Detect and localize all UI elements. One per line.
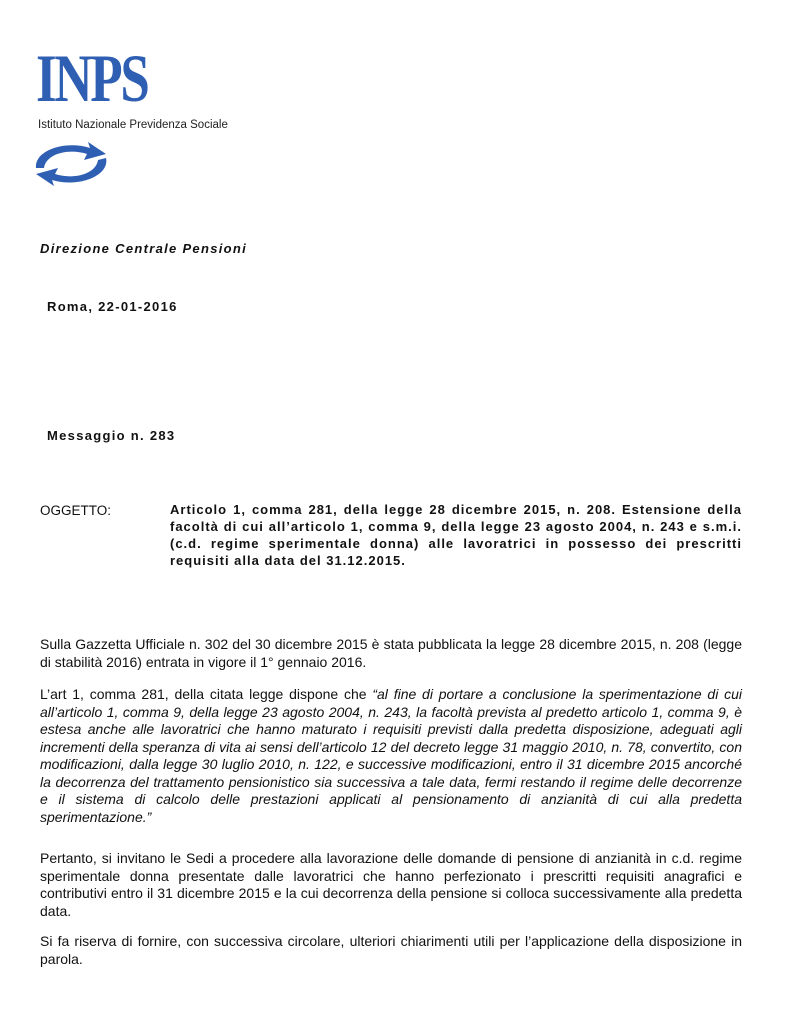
logo-subtitle: Istituto Nazionale Previdenza Sociale bbox=[38, 119, 228, 131]
paragraph-2-quote: “al fine di portare a conclusione la sperimentazione di cui all’articolo 1, comma 9, della legge 23 agosto 2004, n. 243, la facoltà prevista al predetto articolo 1, comma 9, è estesa anche alle lavoratrici che hanno maturato i requisiti previsti dalla predetta disposizione, adeguati agli incrementi della speranza di vita ai sensi dell’articolo 12 del decreto legge 31 maggio 2010, n. 78, convertito, con modificazioni, dalla legge 30 luglio 2010, n. 122, e successive modificazioni, entro il 31 dicembre 2015 ancorché la decorrenza del trattamento pensionistico sia successiva a tale data, fermi restando il regime delle decorrenze e il sistema di calcolo delle prestazioni applicati al pensionamento di anzianità di cui alla predetta sperimentazione.” bbox=[40, 686, 743, 825]
paragraph-1: Sulla Gazzetta Ufficiale n. 302 del 30 dicembre 2015 è stata pubblicata la legge 28 dicembre 2015, n. 208 (legge di stabilità 2016) entrata in vigore il 1° gennaio 2016. bbox=[40, 636, 742, 670]
paragraph-2-intro: L’art 1, comma 281, della citata legge dispone che bbox=[40, 686, 373, 702]
logo-circular-arrows-icon bbox=[30, 138, 112, 188]
paragraph-4: Si fa riserva di fornire, con successiva circolare, ulteriori chiarimenti utili per l’applicazione della disposizione in parola. bbox=[40, 933, 742, 967]
paragraph-2 bbox=[40, 686, 742, 826]
logo-wordmark: INPS bbox=[36, 40, 148, 116]
subject-text: Articolo 1, comma 281, della legge 28 dicembre 2015, n. 208. Estensione della facoltà di cui all’articolo 1, comma 9, della legge 23 agosto 2004, n. 243 e s.m.i. (c.d. regime sperimentale donna) alle lavoratrici in possesso dei prescritti requisiti alla data del 31.12.2015. bbox=[170, 502, 742, 568]
department-heading: Direzione Centrale Pensioni bbox=[40, 241, 248, 256]
message-number: Messaggio n. 283 bbox=[47, 428, 176, 443]
paragraph-3: Pertanto, si invitano le Sedi a procedere alla lavorazione delle domande di pensione di anzianità in c.d. regime sperimentale donna presentate dalle lavoratrici che hanno perfezionato i prescritti requisiti anagrafici e contributivi entro il 31 dicembre 2015 e la cui decorrenza della pensione si colloca successivamente alla predetta data. bbox=[40, 850, 742, 919]
subject-label: OGGETTO: bbox=[40, 503, 112, 518]
place-date: Roma, 22-01-2016 bbox=[47, 299, 178, 314]
inps-logo bbox=[30, 40, 260, 191]
